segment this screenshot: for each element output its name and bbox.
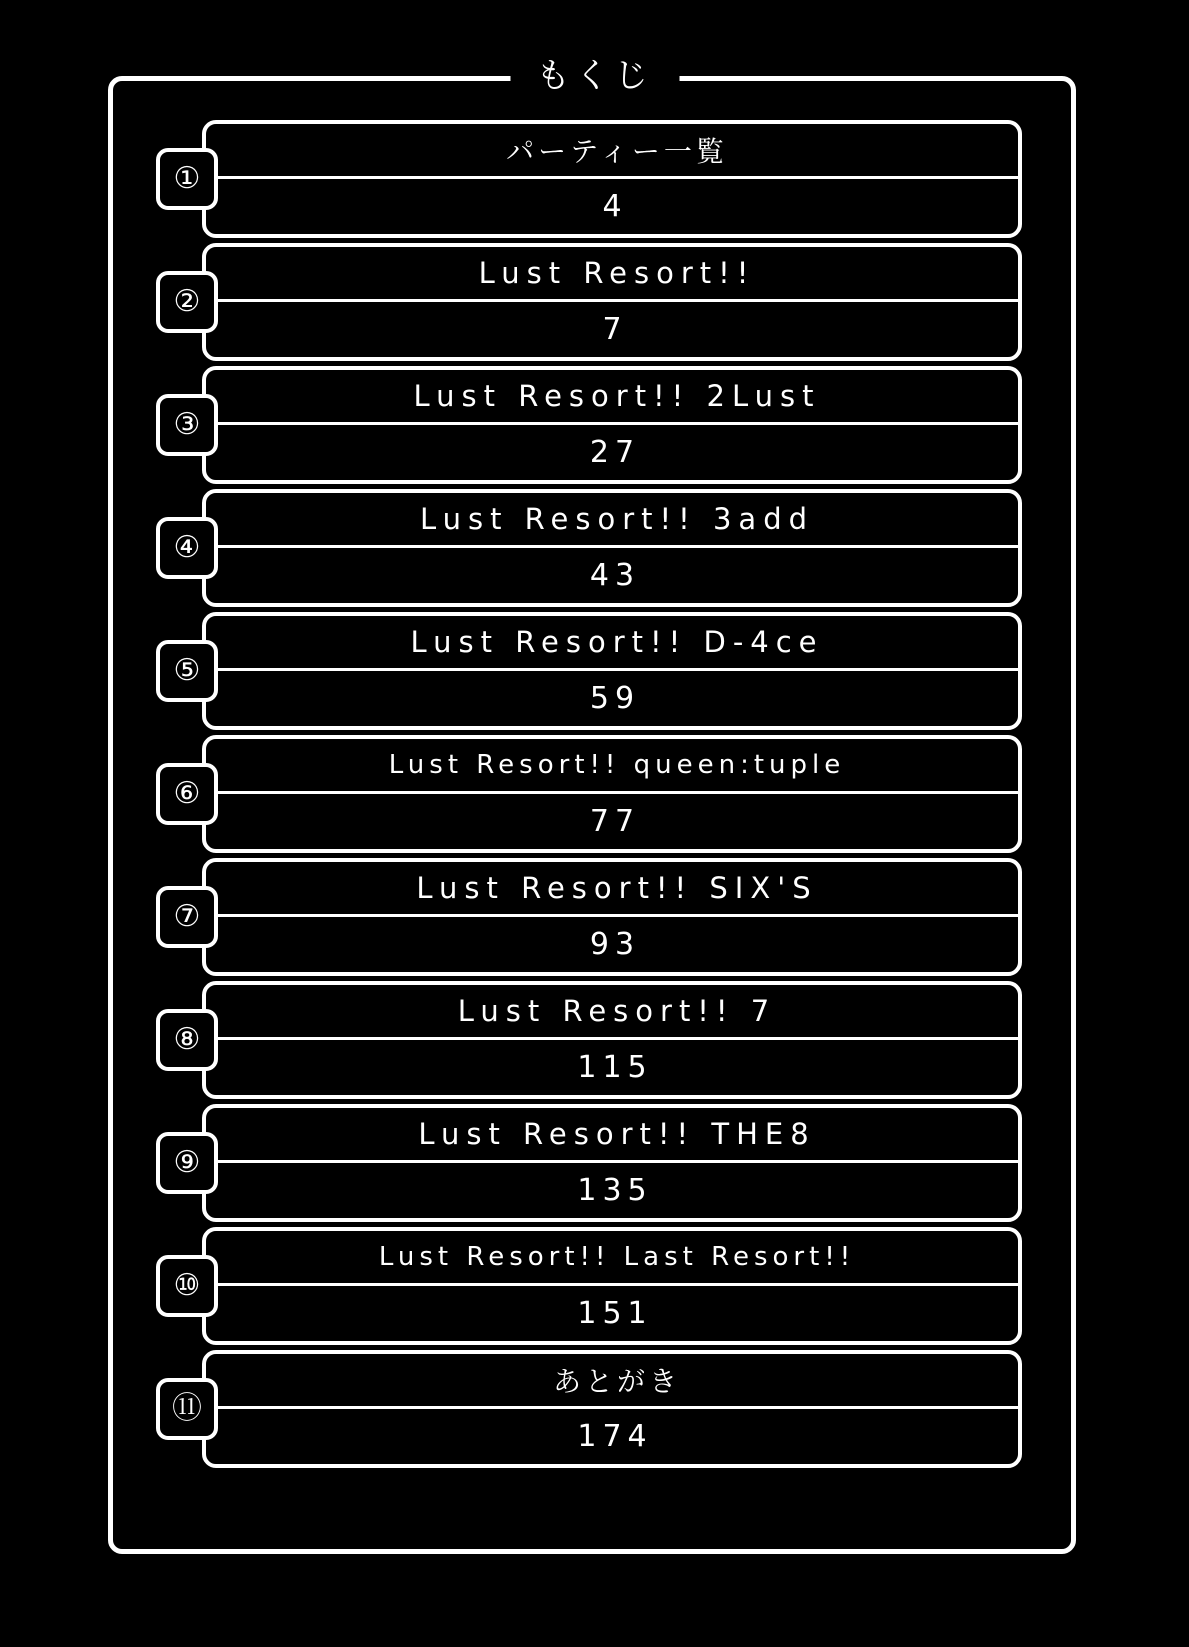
entry-page-number: 4: [602, 189, 628, 224]
entry-title: Lust Resort!! THE8: [206, 1108, 1018, 1163]
entry-page-number: 7: [602, 312, 628, 347]
entry-number-badge: ⑩: [156, 1255, 218, 1317]
entry-page-number: 151: [577, 1296, 653, 1331]
list-item[interactable]: [108, 489, 1076, 607]
entry-title: Lust Resort!! D-4ce: [206, 616, 1018, 671]
entry-number-badge: ⑪: [156, 1378, 218, 1440]
list-item[interactable]: [108, 366, 1076, 484]
list-item[interactable]: [108, 1227, 1076, 1345]
entry-number-badge: ④: [156, 517, 218, 579]
entry-page-number: 115: [577, 1050, 653, 1085]
list-item[interactable]: [108, 981, 1076, 1099]
entry-title: Lust Resort!! Last Resort!!: [206, 1231, 1018, 1286]
entry-title: Lust Resort!! queen:tuple: [206, 739, 1018, 794]
list-item[interactable]: [108, 1350, 1076, 1468]
entry-page-number: 174: [577, 1419, 653, 1454]
entry-box[interactable]: [202, 120, 1022, 238]
entry-page-number: 59: [589, 681, 641, 716]
entry-page-number: 93: [589, 927, 641, 962]
entry-number-badge: ②: [156, 271, 218, 333]
list-item[interactable]: [108, 735, 1076, 853]
entry-page-number: 77: [589, 804, 641, 839]
entry-title: Lust Resort!! 7: [206, 985, 1018, 1040]
entry-title: Lust Resort!! 3add: [206, 493, 1018, 548]
list-item[interactable]: [108, 858, 1076, 976]
table-of-contents-list: [108, 112, 1076, 1542]
entry-box[interactable]: [202, 858, 1022, 976]
list-item[interactable]: [108, 120, 1076, 238]
entry-title: Lust Resort!! SIX'S: [206, 862, 1018, 917]
entry-box[interactable]: [202, 612, 1022, 730]
entry-page-number: 27: [589, 435, 641, 470]
entry-box[interactable]: [202, 981, 1022, 1099]
entry-box[interactable]: [202, 1350, 1022, 1468]
entry-box[interactable]: [202, 243, 1022, 361]
entry-number-badge: ⑤: [156, 640, 218, 702]
entry-number-badge: ⑦: [156, 886, 218, 948]
entry-box[interactable]: [202, 489, 1022, 607]
entry-number-badge: ⑨: [156, 1132, 218, 1194]
entry-title: あとがき: [206, 1354, 1018, 1409]
entry-number-badge: ③: [156, 394, 218, 456]
list-item[interactable]: [108, 612, 1076, 730]
entry-title: パーティー一覧: [206, 124, 1018, 179]
entry-box[interactable]: [202, 366, 1022, 484]
entry-title: Lust Resort!!: [206, 247, 1018, 302]
entry-number-badge: ⑥: [156, 763, 218, 825]
entry-page-number: 43: [589, 558, 641, 593]
list-item[interactable]: [108, 1104, 1076, 1222]
entry-page-number: 135: [577, 1173, 653, 1208]
entry-number-badge: ①: [156, 148, 218, 210]
page-title: もくじ: [510, 59, 679, 93]
list-item[interactable]: [108, 243, 1076, 361]
entry-number-badge: ⑧: [156, 1009, 218, 1071]
entry-box[interactable]: [202, 1227, 1022, 1345]
entry-box[interactable]: [202, 735, 1022, 853]
entry-title: Lust Resort!! 2Lust: [206, 370, 1018, 425]
entry-box[interactable]: [202, 1104, 1022, 1222]
